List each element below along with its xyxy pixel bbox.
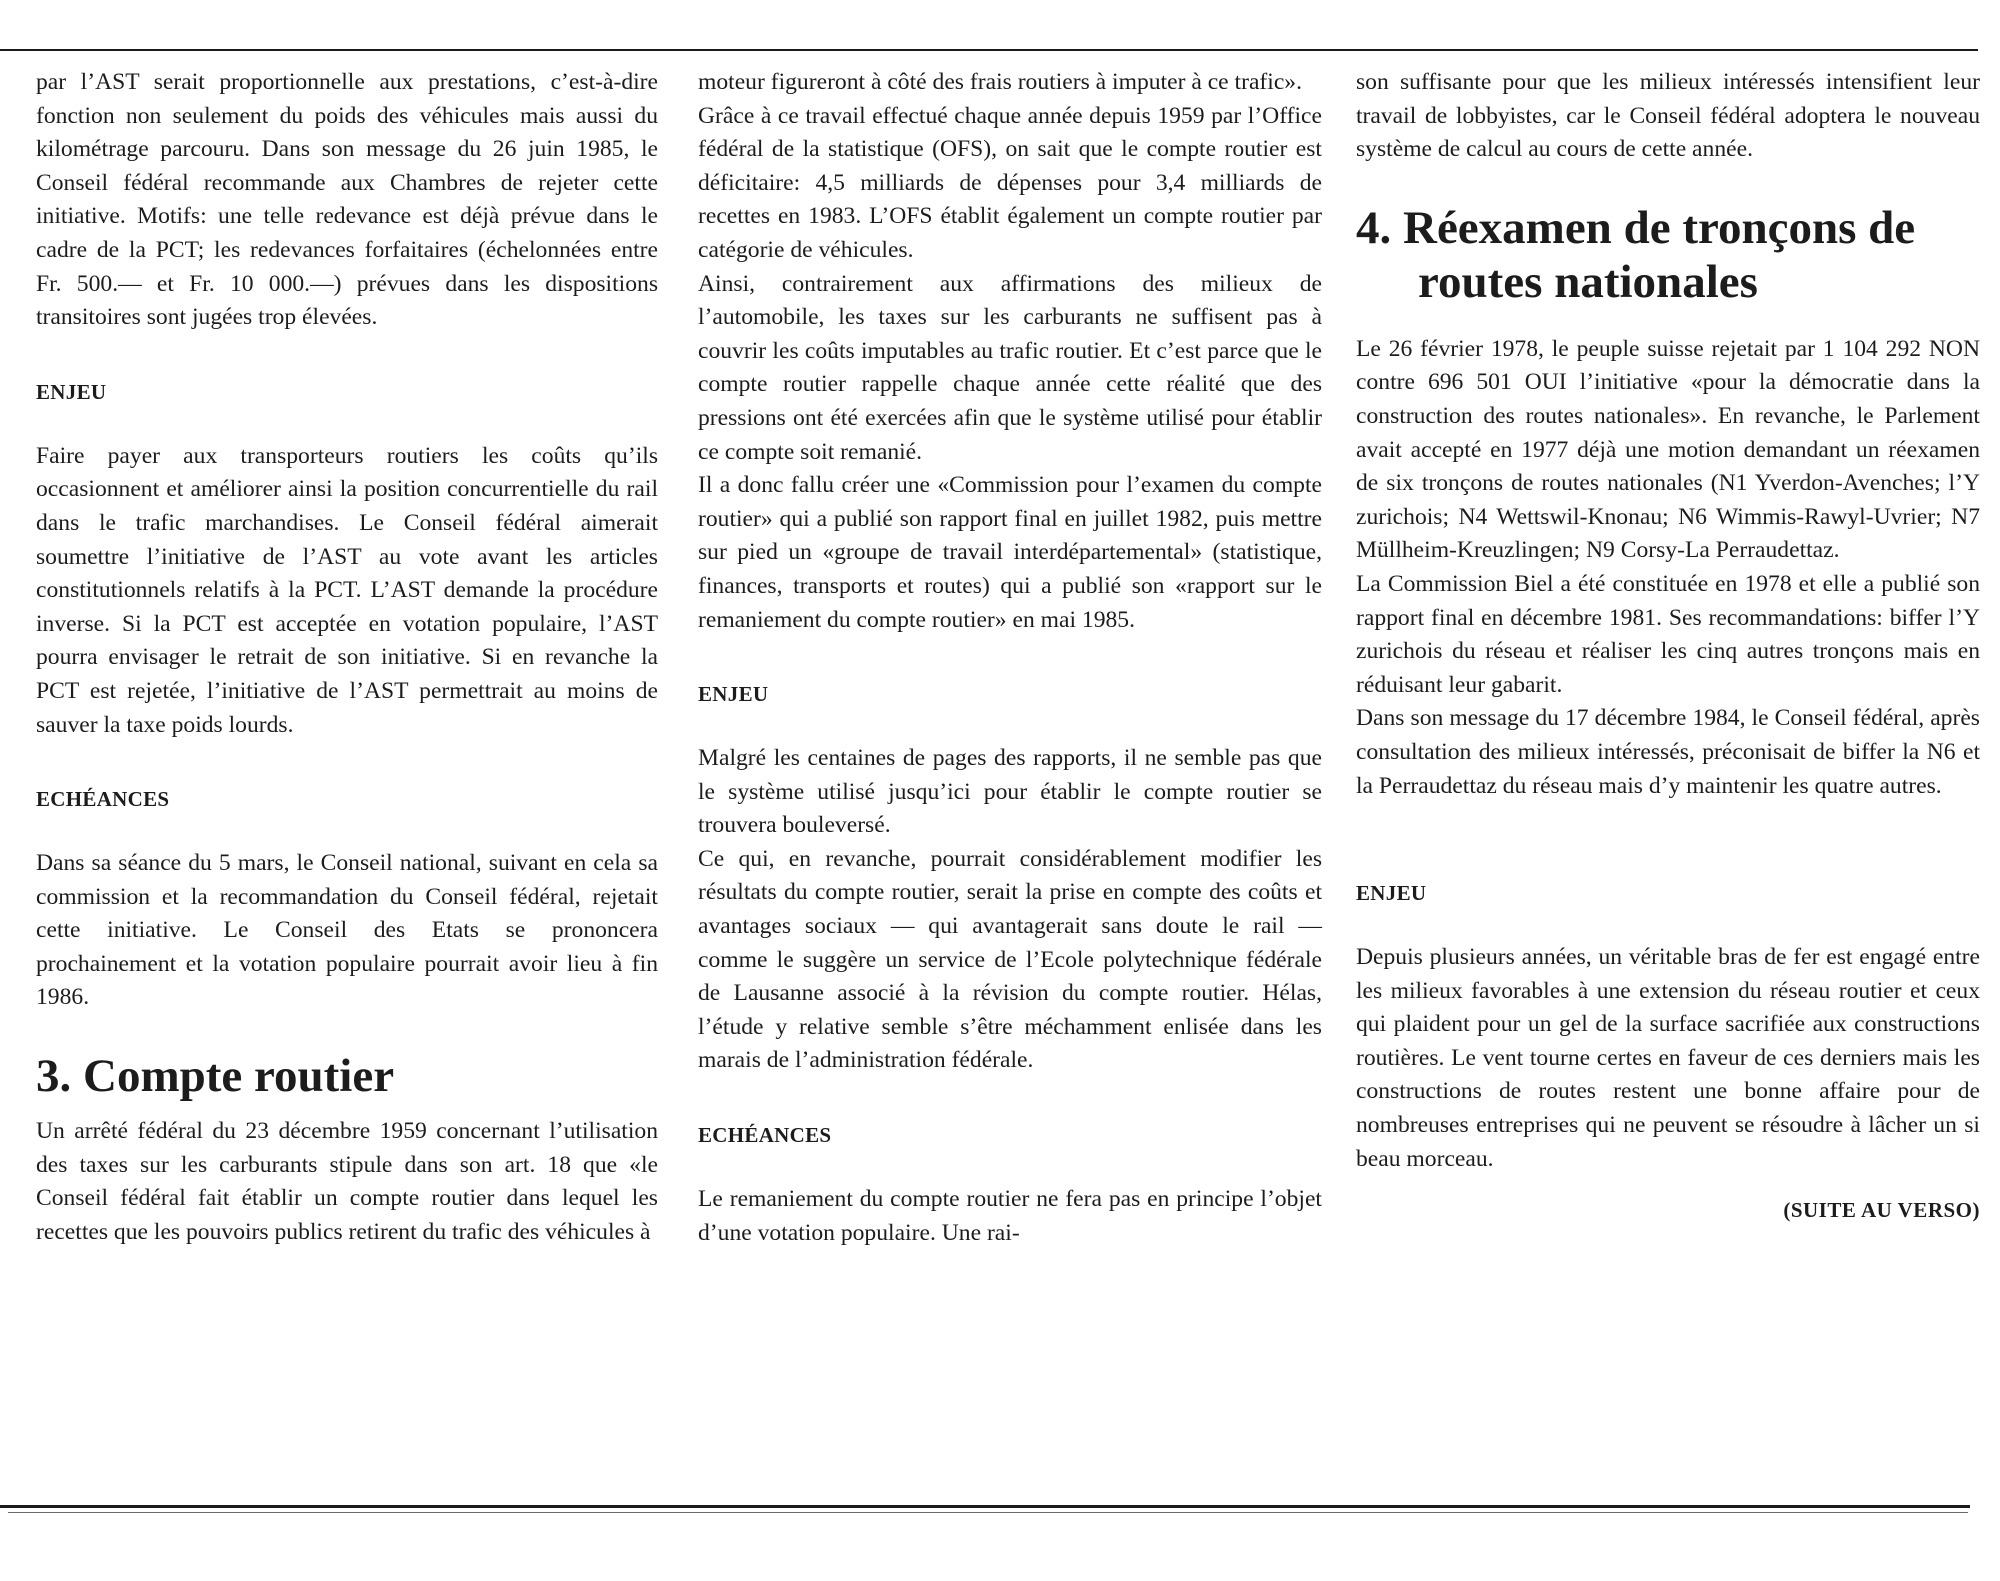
top-rule xyxy=(0,49,1978,51)
col2-enjeu-label: ENJEU xyxy=(698,682,769,707)
col2-paragraph-6: Ce qui, en revanche, pourrait considérablement modifier les résultats du compte routier, serait la prise en compte des coûts et avantages sociaux — qui avantagerait sans doute le rail — comme le suggère un service de l’Ecole polytechnique fédérale de Lausanne associé à la révision du compte routier. Hélas, l’étude y relative semble s’être méchamment enlisée dans les marais de l’administration fédérale. xyxy=(698,845,1322,1074)
col3-paragraph-4: Dans son message du 17 décembre 1984, le Conseil fédéral, après consultation des milieux intéressés, préconisait de biffer la N6 et la Perraudettaz du réseau mais d’y maintenir les quatre autres. xyxy=(1356,705,1980,799)
section-3-heading: 3. Compte routier xyxy=(36,1050,395,1103)
col1-paragraph-4: Un arrêté fédéral du 23 décembre 1959 concernant l’utilisation des taxes sur les carburants stipule dans son art. 18 que «le Conseil fédéral fait établir un compte routier dans lequel les recettes que les pouvoirs publics retirent du trafic des véhicules à xyxy=(36,1118,658,1245)
col2-paragraph-4: Il a donc fallu créer une «Commission pour l’examen du compte routier» qui a publié son rapport final en juillet 1982, puis mettre sur pied un «groupe de travail interdépartemental» (statistique, finances, transports et routes) qui a publié son «rapport sur le remaniement du compte routier» en mai 1985. xyxy=(698,472,1322,633)
col2-paragraph-1: moteur figureront à côté des frais routiers à imputer à ce trafic». xyxy=(698,69,1303,95)
column-1 xyxy=(36,66,658,1249)
col2-paragraph-3: Ainsi, contrairement aux affirmations des milieux de l’automobile, les taxes sur les carburants ne suffisent pas à couvrir les coûts imputables au trafic routier. Et c’est parce que le compte routier rappelle chaque année cette réalité que des pressions ont été exercées afin que le système utilisé pour établir ce compte soit remanié. xyxy=(698,270,1322,465)
col1-echeances-label: ECHÉANCES xyxy=(36,787,170,812)
bottom-rule-thin xyxy=(8,1512,1968,1513)
column-3 xyxy=(1356,66,1980,1223)
section-4-heading: 4. Réexamen de tronçons de routes nationales xyxy=(1356,201,1916,308)
column-2 xyxy=(698,66,1322,1250)
col2-paragraph-7: Le remaniement du compte routier ne fera pas en principe l’objet d’une votation populaire. Une rai- xyxy=(698,1186,1322,1246)
col3-paragraph-1: son suffisante pour que les milieux intéressés intensifient leur travail de lobbyistes, car le Conseil fédéral adoptera le nouveau système de calcul au cours de cette année. xyxy=(1356,69,1980,163)
col1-paragraph-2: Faire payer aux transporteurs routiers les coûts qu’ils occasionnent et améliorer ainsi la position concurrentielle du rail dans le trafic marchandises. Le Conseil fédéral aimerait soumettre l’initiative de l’AST au vote avant les articles constitutionnels relatifs à la PCT. L’AST demande la procédure inverse. Si la PCT est acceptée en votation populaire, l’AST pourra envisager le retrait de son initiative. Si en revanche la PCT est rejetée, l’initiative de l’AST permettrait au moins de sauver la taxe poids lourds. xyxy=(36,442,658,738)
col3-paragraph-3: La Commission Biel a été constituée en 1978 et elle a publié son rapport final en décembre 1981. Ses recommandations: biffer l’Y zurichois du réseau et réaliser les cinq autres tronçons mais en réduisant leur gabarit. xyxy=(1356,570,1980,698)
suite-au-verso: (SUITE AU VERSO) xyxy=(1783,1198,1980,1223)
col1-paragraph-3: Dans sa séance du 5 mars, le Conseil national, suivant en cela sa commission et la recommandation du Conseil fédéral, rejetait cette initiative. Le Conseil des Etats se prononcera prochainement et la votation populaire pourrait avoir lieu à fin 1986. xyxy=(36,850,658,1011)
col1-enjeu-label: ENJEU xyxy=(36,379,107,404)
col3-paragraph-2: Le 26 février 1978, le peuple suisse rejetait par 1 104 292 NON contre 696 501 OUI l’initiative «pour la démocratie dans la construction des routes nationales». En revanche, le Parlement avait accepté en 1977 déjà une motion demandant un réexamen de six tronçons de routes nationales (N1 Yverdon-Avenches; l’Y zurichois; N4 Wettswil-Knonau; N6 Wimmis-Rawyl-Uvrier; N7 Müllheim-Kreuzlingen; N9 Corsy-La Perraudettaz. xyxy=(1356,335,1980,564)
col1-paragraph-1: par l’AST serait proportionnelle aux prestations, c’est-à-dire fonction non seulement du poids des véhicules mais aussi du kilométrage parcouru. Dans son message du 26 juin 1985, le Conseil fédéral recommande aux Chambres de rejeter cette initiative. Motifs: une telle redevance est déjà prévue dans le cadre de la PCT; les redevances forfaitaires (échelonnées entre Fr. 500.— et Fr. 10 000.—) prévues dans les dispositions transitoires sont jugées trop élevées. xyxy=(36,69,658,331)
bottom-rule xyxy=(0,1505,1970,1508)
col2-paragraph-5: Malgré les centaines de pages des rapports, il ne semble pas que le système utilisé jusqu’ici pour établir le compte routier se trouvera bouleversé. xyxy=(698,745,1322,839)
col3-enjeu-label: ENJEU xyxy=(1356,881,1427,906)
col2-echeances-label: ECHÉANCES xyxy=(698,1123,832,1148)
col3-paragraph-5: Depuis plusieurs années, un véritable bras de fer est engagé entre les milieux favorables à une extension du réseau routier et ceux qui plaident pour un gel de la surface sacrifiée aux constructions routières. Le vent tourne certes en faveur de ces derniers mais les constructions de routes restent une bonne affaire pour de nombreuses entreprises qui ne peuvent se résoudre à lâcher un si beau morceau. xyxy=(1356,944,1980,1172)
col2-paragraph-2: Grâce à ce travail effectué chaque année depuis 1959 par l’Office fédéral de la statistique (OFS), on sait que le compte routier est déficitaire: 4,5 milliards de dépenses pour 3,4 milliards de recettes en 1983. L’OFS établit également un compte routier par catégorie de véhicules. xyxy=(698,102,1322,263)
